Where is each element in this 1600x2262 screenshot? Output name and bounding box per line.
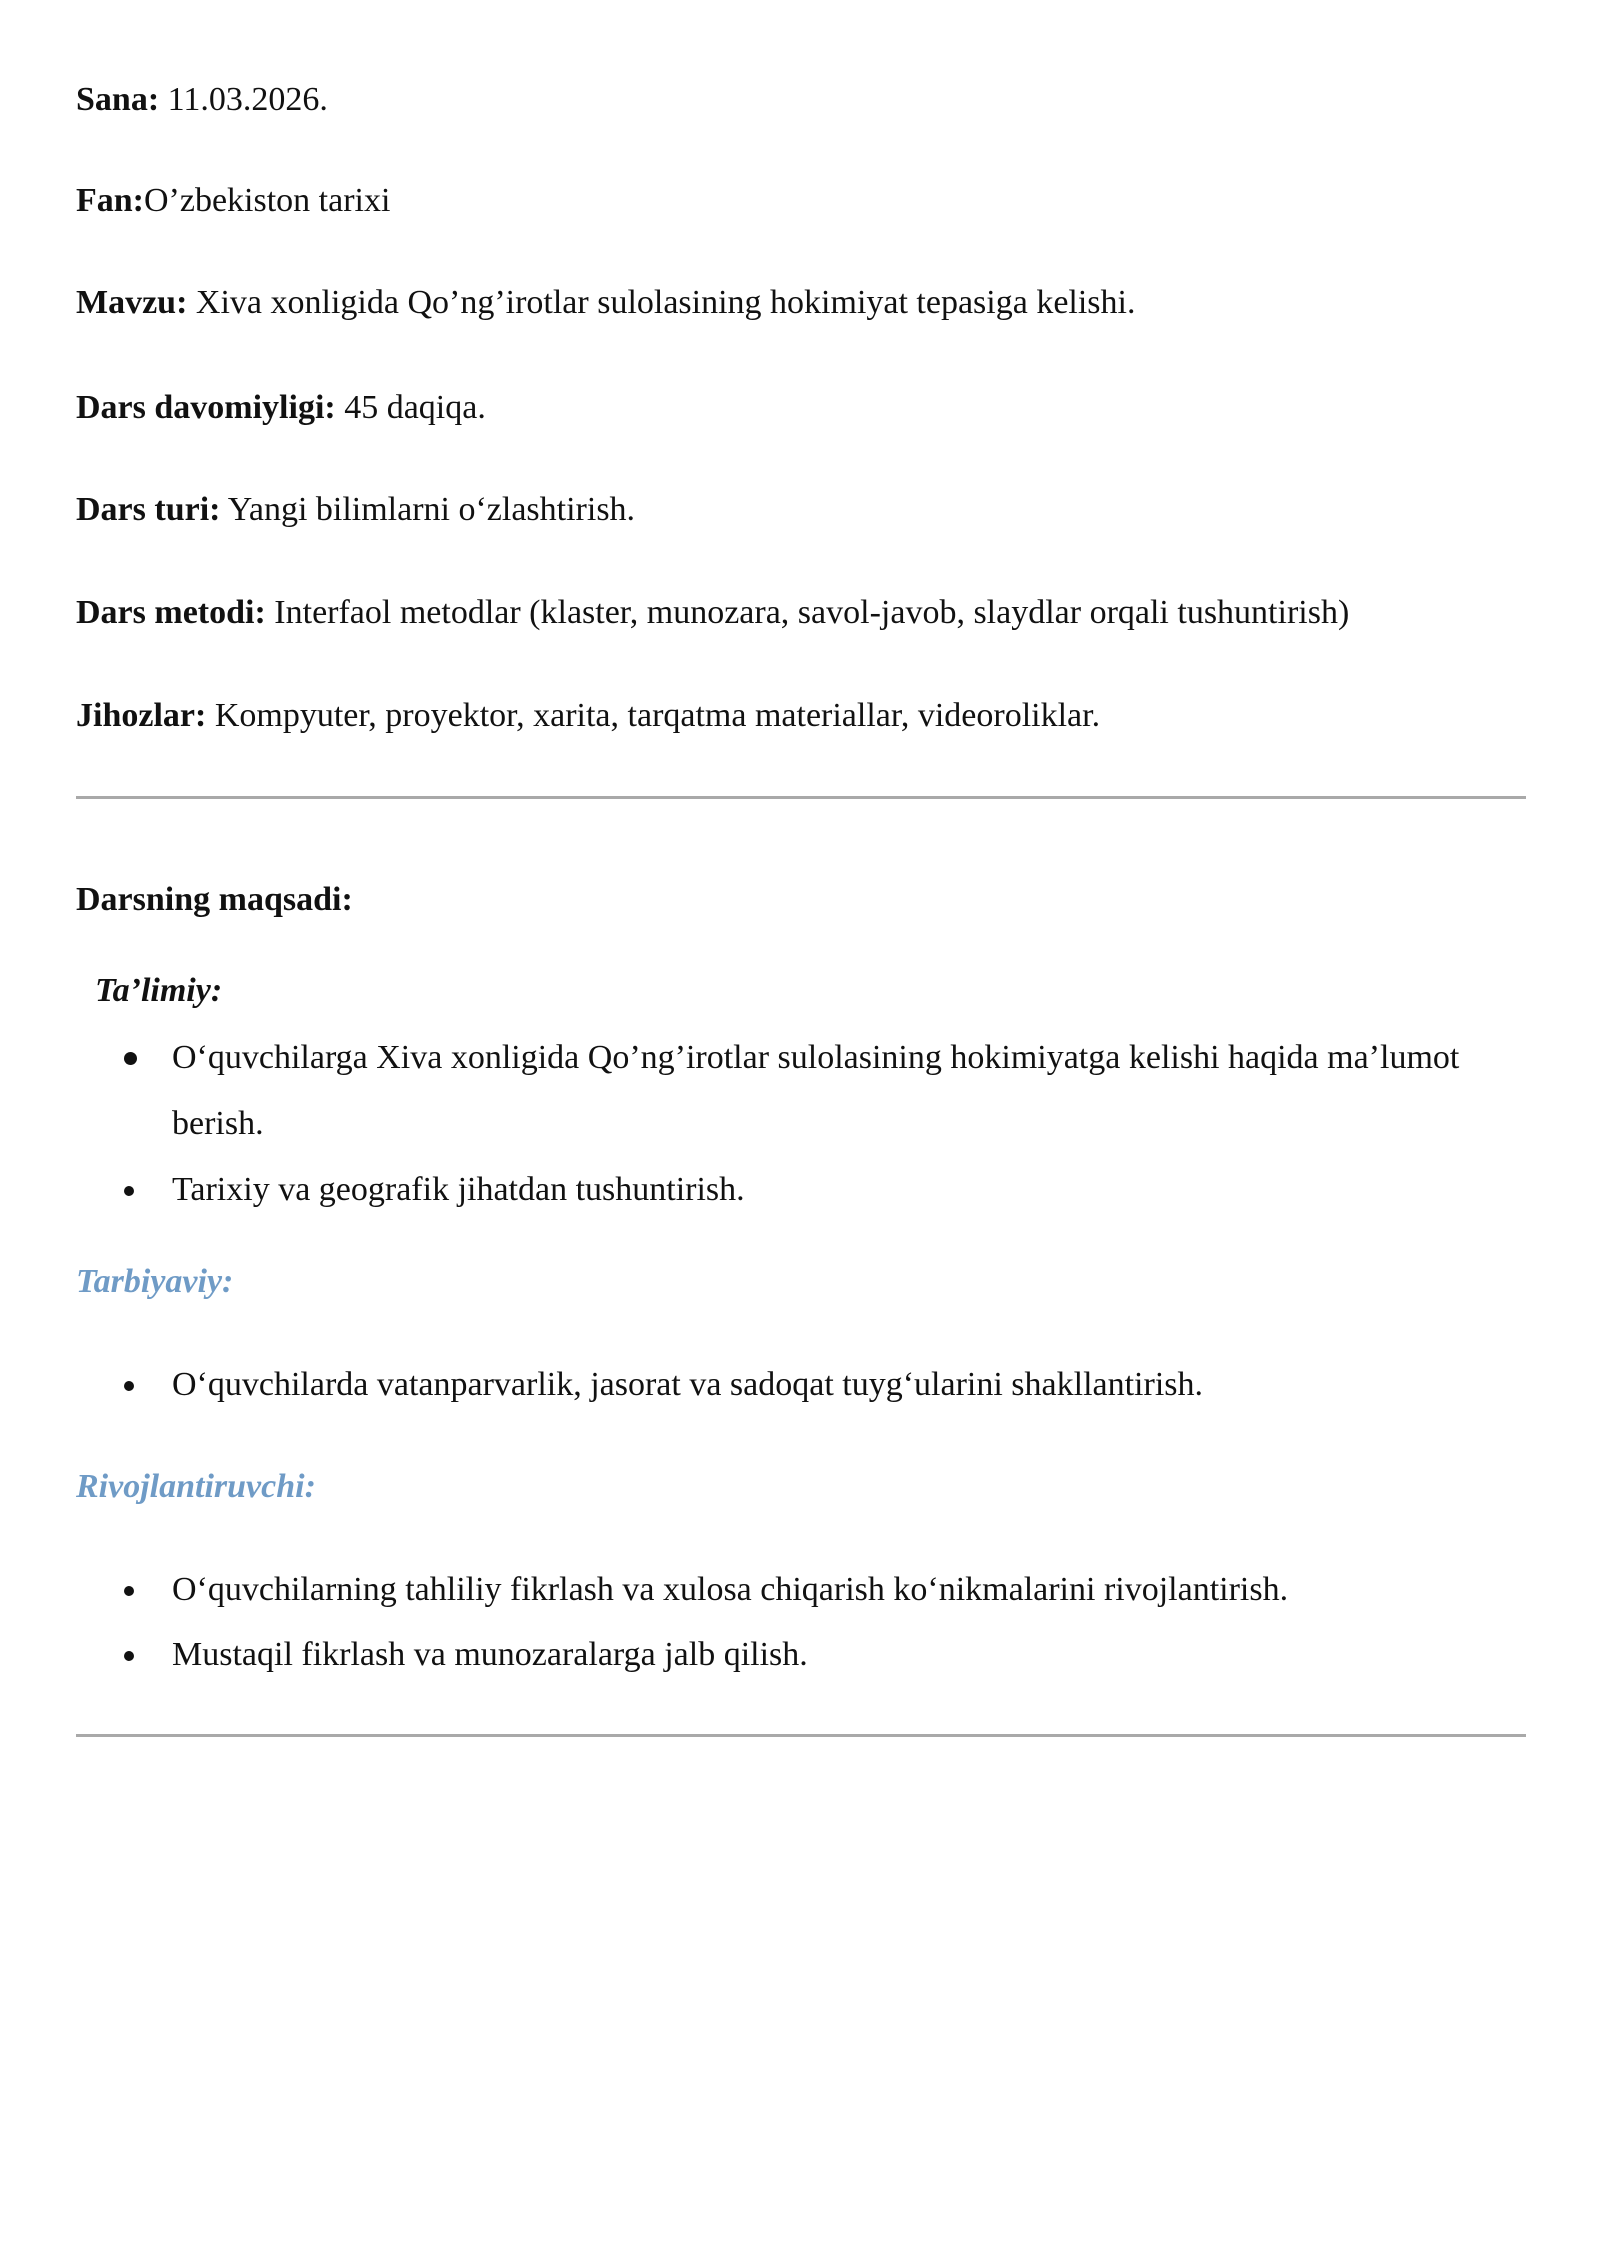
list-item bbox=[124, 1557, 1524, 1623]
duration-line bbox=[76, 388, 486, 428]
divider-bottom bbox=[76, 1734, 1526, 1737]
list-item-text: O‘quvchilarga Xiva xonligida Qo’ng’irotlar sulolasining hokimiyatga kelishi haqida ma’lumot berish. bbox=[172, 1039, 1460, 1142]
topic-value: Xiva xonligida Qo’ng’irotlar sulolasining hokimiyat tepasiga kelishi. bbox=[187, 284, 1136, 321]
list-item-text: O‘quvchilarning tahliliy fikrlash va xulosa chiqarish ko‘nikmalarini rivojlantirish. bbox=[172, 1571, 1289, 1608]
list-item-text: Tarixiy va geografik jihatdan tushuntirish. bbox=[172, 1171, 745, 1208]
date-line bbox=[76, 80, 328, 120]
divider-top bbox=[76, 796, 1526, 799]
date-value: 11.03.2026. bbox=[159, 81, 328, 118]
upbringing-subheading: Tarbiyaviy: bbox=[76, 1263, 234, 1300]
educational-subheading: Ta’limiy: bbox=[95, 972, 223, 1009]
date-label: Sana: bbox=[76, 81, 160, 118]
lesson-type-value: Yangi bilimlarni o‘zlashtirish. bbox=[220, 491, 636, 528]
topic-line bbox=[76, 283, 1136, 323]
lesson-type-label: Dars turi: bbox=[76, 491, 221, 528]
equipment-label: Jihozlar: bbox=[76, 697, 207, 734]
equipment-value: Kompyuter, proyektor, xarita, tarqatma materiallar, videoroliklar. bbox=[206, 697, 1101, 734]
method-line bbox=[76, 593, 1349, 633]
duration-label: Dars davomiyligi: bbox=[76, 389, 336, 426]
duration-value: 45 daqiqa. bbox=[335, 389, 486, 426]
method-value: Interfaol metodlar (klaster, munozara, savol-javob, slaydlar orqali tushuntirish) bbox=[265, 594, 1350, 631]
developmental-subheading: Rivojlantiruvchi: bbox=[76, 1468, 316, 1505]
topic-label: Mavzu: bbox=[76, 284, 188, 321]
subject-label: Fan: bbox=[76, 182, 144, 219]
subject-line bbox=[76, 181, 390, 221]
subject-value: O’zbekiston tarixi bbox=[144, 182, 391, 219]
goals-heading: Darsning maqsadi: bbox=[76, 881, 353, 918]
list-item bbox=[124, 1157, 1524, 1223]
list-item bbox=[124, 1025, 1524, 1157]
equipment-line bbox=[76, 696, 1100, 736]
list-item bbox=[124, 1622, 1524, 1688]
list-item-text: O‘quvchilarda vatanparvarlik, jasorat va sadoqat tuyg‘ularini shakllantirish. bbox=[172, 1366, 1204, 1403]
method-label: Dars metodi: bbox=[76, 594, 266, 631]
list-item bbox=[124, 1352, 1524, 1418]
lesson-type-line bbox=[76, 490, 635, 530]
list-item-text: Mustaqil fikrlash va munozaralarga jalb qilish. bbox=[172, 1636, 808, 1673]
